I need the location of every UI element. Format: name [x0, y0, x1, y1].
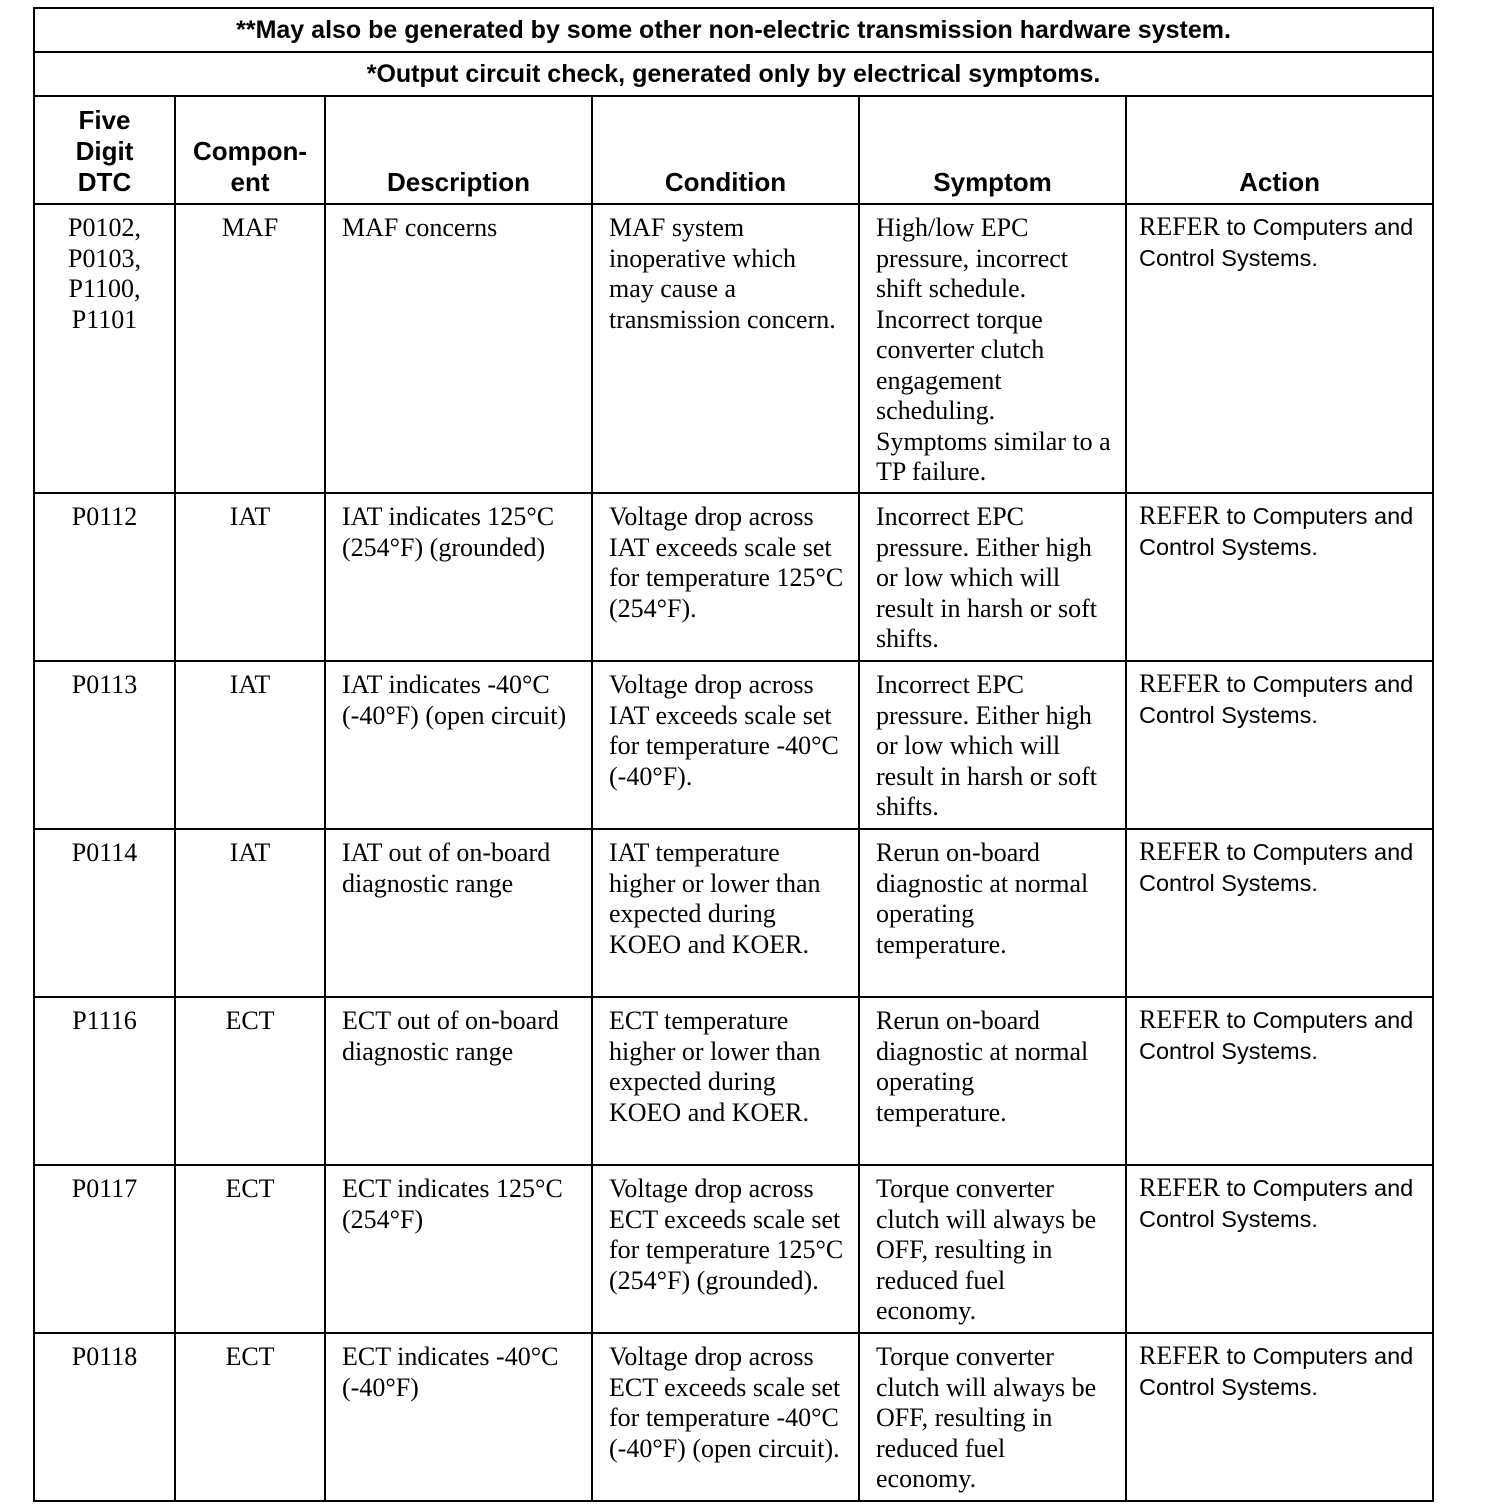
description-cell: MAF concerns [325, 204, 592, 493]
table-note-output-circuit: *Output circuit check, generated only by electrical symptoms. [34, 52, 1433, 96]
action-text: to Computers and Control Systems. [1139, 214, 1414, 271]
action-cell [1126, 1333, 1433, 1501]
table-row [34, 1333, 1433, 1501]
action-cell [1126, 204, 1433, 493]
component-cell: ECT [175, 1333, 325, 1501]
symptom-cell: Incorrect EPC pressure. Either high or low which will result in harsh or soft shifts. [859, 661, 1126, 829]
dtc-code-cell: P0118 [34, 1333, 175, 1501]
component-cell: IAT [175, 661, 325, 829]
symptom-cell: High/low EPC pressure, incorrect shift schedule. Incorrect torque converter clutch engagement scheduling. Symptoms similar to a TP failure. [859, 204, 1126, 493]
header-row [34, 96, 1433, 204]
condition-cell: MAF system inoperative which may cause a transmission concern. [592, 204, 859, 493]
description-cell: ECT indicates -40°C (-40°F) [325, 1333, 592, 1501]
header-action: Action [1126, 96, 1433, 204]
action-text: to Computers and Control Systems. [1139, 1175, 1414, 1232]
table-row [34, 204, 1433, 493]
description-cell: IAT out of on-board diagnostic range [325, 829, 592, 997]
condition-cell: Voltage drop across ECT exceeds scale set for temperature 125°C (254°F) (grounded). [592, 1165, 859, 1333]
symptom-cell: Torque converter clutch will always be OFF, resulting in reduced fuel economy. [859, 1333, 1126, 1501]
component-cell: ECT [175, 1165, 325, 1333]
condition-cell: ECT temperature higher or lower than expected during KOEO and KOER. [592, 997, 859, 1165]
header-component: Compon- ent [175, 96, 325, 204]
header-dtc: Five Digit DTC [34, 96, 175, 204]
table-row [34, 829, 1433, 997]
condition-cell: IAT temperature higher or lower than expected during KOEO and KOER. [592, 829, 859, 997]
note-row-1 [34, 8, 1433, 52]
condition-cell: Voltage drop across IAT exceeds scale set for temperature -40°C (-40°F). [592, 661, 859, 829]
dtc-table [33, 7, 1434, 1502]
condition-cell: Voltage drop across ECT exceeds scale set for temperature -40°C (-40°F) (open circuit). [592, 1333, 859, 1501]
action-cell [1126, 493, 1433, 661]
action-refer: REFER [1139, 1173, 1220, 1202]
action-text: to Computers and Control Systems. [1139, 1343, 1414, 1400]
symptom-cell: Rerun on-board diagnostic at normal operating temperature. [859, 829, 1126, 997]
table-row [34, 997, 1433, 1165]
component-cell: ECT [175, 997, 325, 1165]
header-symptom: Symptom [859, 96, 1126, 204]
symptom-cell: Torque converter clutch will always be OFF, resulting in reduced fuel economy. [859, 1165, 1126, 1333]
condition-cell: Voltage drop across IAT exceeds scale set for temperature 125°C (254°F). [592, 493, 859, 661]
table-row [34, 661, 1433, 829]
action-cell [1126, 1165, 1433, 1333]
dtc-code-cell: P1116 [34, 997, 175, 1165]
action-text: to Computers and Control Systems. [1139, 671, 1414, 728]
action-text: to Computers and Control Systems. [1139, 503, 1414, 560]
table-row [34, 493, 1433, 661]
symptom-cell: Rerun on-board diagnostic at normal operating temperature. [859, 997, 1126, 1165]
component-cell: IAT [175, 493, 325, 661]
description-cell: ECT out of on-board diagnostic range [325, 997, 592, 1165]
action-refer: REFER [1139, 212, 1220, 241]
action-text: to Computers and Control Systems. [1139, 839, 1414, 896]
action-refer: REFER [1139, 837, 1220, 866]
action-text: to Computers and Control Systems. [1139, 1007, 1414, 1064]
action-refer: REFER [1139, 1341, 1220, 1370]
action-refer: REFER [1139, 1005, 1220, 1034]
action-cell [1126, 661, 1433, 829]
symptom-cell: Incorrect EPC pressure. Either high or low which will result in harsh or soft shifts. [859, 493, 1126, 661]
action-cell [1126, 997, 1433, 1165]
table-row [34, 1165, 1433, 1333]
dtc-code-cell: P0114 [34, 829, 175, 997]
table-note-hardware: **May also be generated by some other non-electric transmission hardware system. [34, 8, 1433, 52]
action-refer: REFER [1139, 669, 1220, 698]
action-refer: REFER [1139, 501, 1220, 530]
dtc-code-cell: P0102, P0103, P1100, P1101 [34, 204, 175, 493]
dtc-code-cell: P0117 [34, 1165, 175, 1333]
note-row-2 [34, 52, 1433, 96]
dtc-code-cell: P0113 [34, 661, 175, 829]
dtc-code-cell: P0112 [34, 493, 175, 661]
description-cell: IAT indicates -40°C (-40°F) (open circuit) [325, 661, 592, 829]
component-cell: MAF [175, 204, 325, 493]
description-cell: ECT indicates 125°C (254°F) [325, 1165, 592, 1333]
component-cell: IAT [175, 829, 325, 997]
action-cell [1126, 829, 1433, 997]
description-cell: IAT indicates 125°C (254°F) (grounded) [325, 493, 592, 661]
header-description: Description [325, 96, 592, 204]
header-condition: Condition [592, 96, 859, 204]
